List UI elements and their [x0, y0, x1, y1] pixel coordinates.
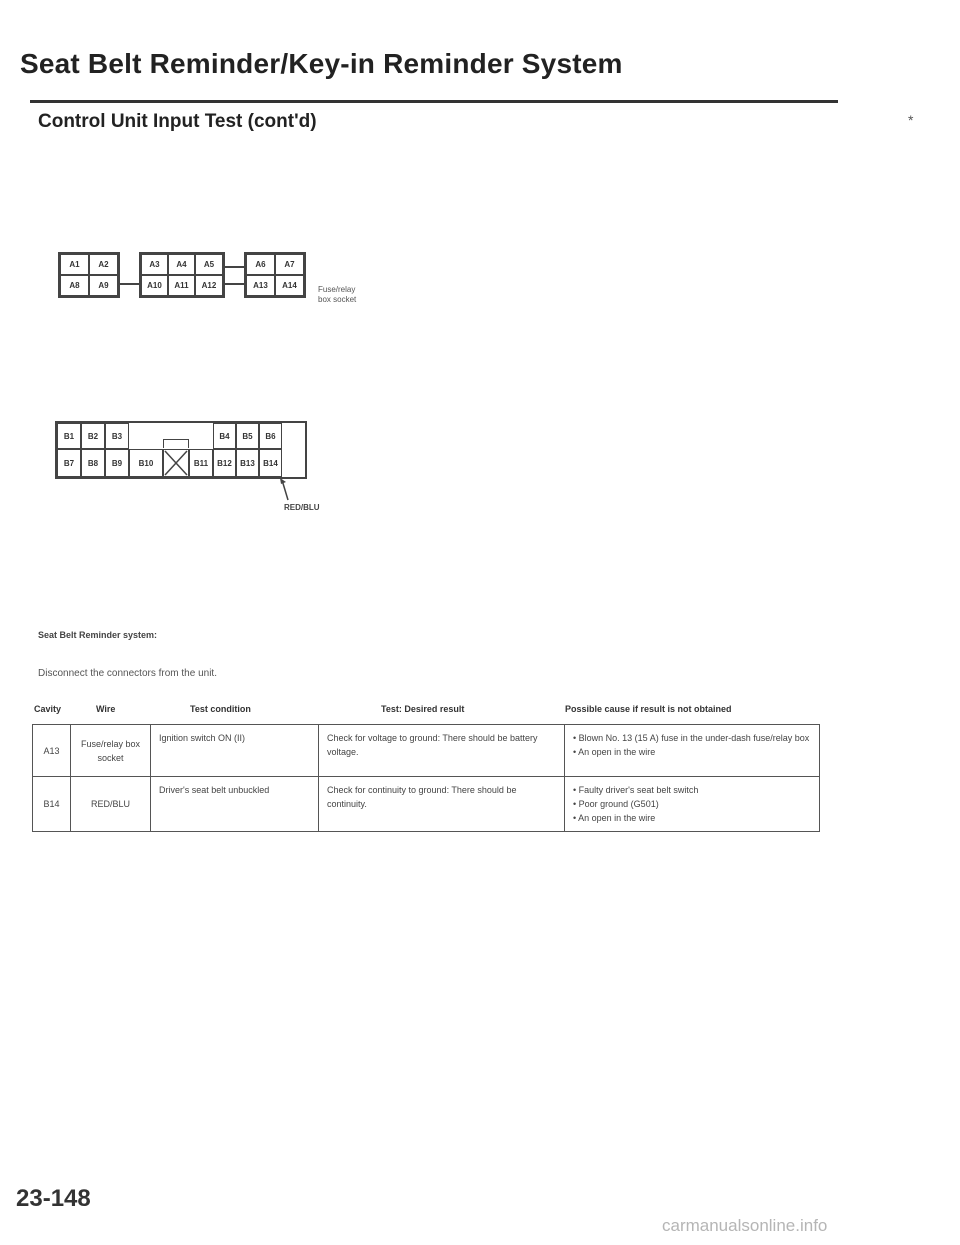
connector-a-link-1 [120, 283, 139, 285]
watermark: carmanualsonline.info [662, 1216, 828, 1235]
table-row [33, 777, 820, 832]
pin-b10: B10 [129, 449, 163, 477]
margin-mark: * [908, 112, 914, 128]
header-cause: Possible cause if result is not obtained [565, 704, 732, 714]
pin-a8: A8 [60, 275, 89, 296]
test-table [32, 724, 820, 832]
title-rule [30, 100, 838, 103]
pin-a1: A1 [60, 254, 89, 275]
cell-result: Check for voltage to ground: There should be battery voltage. [319, 725, 565, 777]
cell-condition: Driver's seat belt unbuckled [151, 777, 319, 832]
empty-cavity-cross-icon [164, 450, 188, 476]
cell-wire: Fuse/relay box socket [71, 725, 151, 777]
pin-a2: A2 [89, 254, 118, 275]
pin-a10: A10 [141, 275, 168, 296]
pin-b5: B5 [236, 423, 259, 449]
header-wire: Wire [96, 704, 116, 714]
pin-a4: A4 [168, 254, 195, 275]
pin-a3: A3 [141, 254, 168, 275]
pin-a12: A12 [195, 275, 223, 296]
pin-b11: B11 [189, 449, 213, 477]
table-row [33, 725, 820, 777]
cell-condition: Ignition switch ON (II) [151, 725, 319, 777]
wire-label-red-blu: RED/BLU [284, 503, 320, 512]
connector-a-link-2 [225, 283, 244, 285]
cell-cavity: B14 [33, 777, 71, 832]
page-number: 23-148 [16, 1185, 91, 1212]
pin-a6: A6 [246, 254, 275, 275]
instruction-text: Disconnect the connectors from the unit. [38, 668, 217, 679]
header-condition: Test condition [190, 704, 251, 714]
pin-b14: B14 [259, 449, 282, 477]
header-cavity: Cavity [34, 704, 62, 714]
cause-item: • An open in the wire [573, 747, 656, 757]
pin-b6: B6 [259, 423, 282, 449]
pin-a9: A9 [89, 275, 118, 296]
pin-b12: B12 [213, 449, 236, 477]
pin-b13: B13 [236, 449, 259, 477]
pin-b7: B7 [57, 449, 81, 477]
connector-a-label-line1: Fuse/relay [318, 285, 356, 294]
pin-b9: B9 [105, 449, 129, 477]
pin-a5: A5 [195, 254, 223, 275]
cell-result: Check for continuity to ground: There should be continuity. [319, 777, 565, 832]
cell-wire: RED/BLU [71, 777, 151, 832]
pin-a7: A7 [275, 254, 304, 275]
connector-b-key [163, 439, 189, 448]
connector-a-label-line2: box socket [318, 295, 357, 304]
cause-item: • Poor ground (G501) [573, 799, 659, 809]
section-title: Control Unit Input Test (cont'd) [38, 111, 317, 132]
pin-a13: A13 [246, 275, 275, 296]
pin-a11: A11 [168, 275, 195, 296]
cell-causes [565, 777, 820, 832]
pin-b1: B1 [57, 423, 81, 449]
system-label: Seat Belt Reminder system: [38, 630, 158, 640]
cause-item: • Faulty driver's seat belt switch [573, 785, 699, 795]
pin-b8: B8 [81, 449, 105, 477]
header-result: Test: Desired result [381, 704, 465, 714]
page-title: Seat Belt Reminder/Key-in Reminder System [20, 48, 623, 79]
empty-cavity [163, 449, 189, 477]
pin-a14: A14 [275, 275, 304, 296]
wire-pointer-icon [278, 476, 292, 502]
cause-item: • Blown No. 13 (15 A) fuse in the under-dash fuse/relay box [573, 733, 810, 743]
cell-cavity: A13 [33, 725, 71, 777]
connector-a-link-3 [225, 266, 244, 268]
pin-b4: B4 [213, 423, 236, 449]
pin-b2: B2 [81, 423, 105, 449]
cause-item: • An open in the wire [573, 813, 656, 823]
pin-b3: B3 [105, 423, 129, 449]
cell-causes [565, 725, 820, 777]
